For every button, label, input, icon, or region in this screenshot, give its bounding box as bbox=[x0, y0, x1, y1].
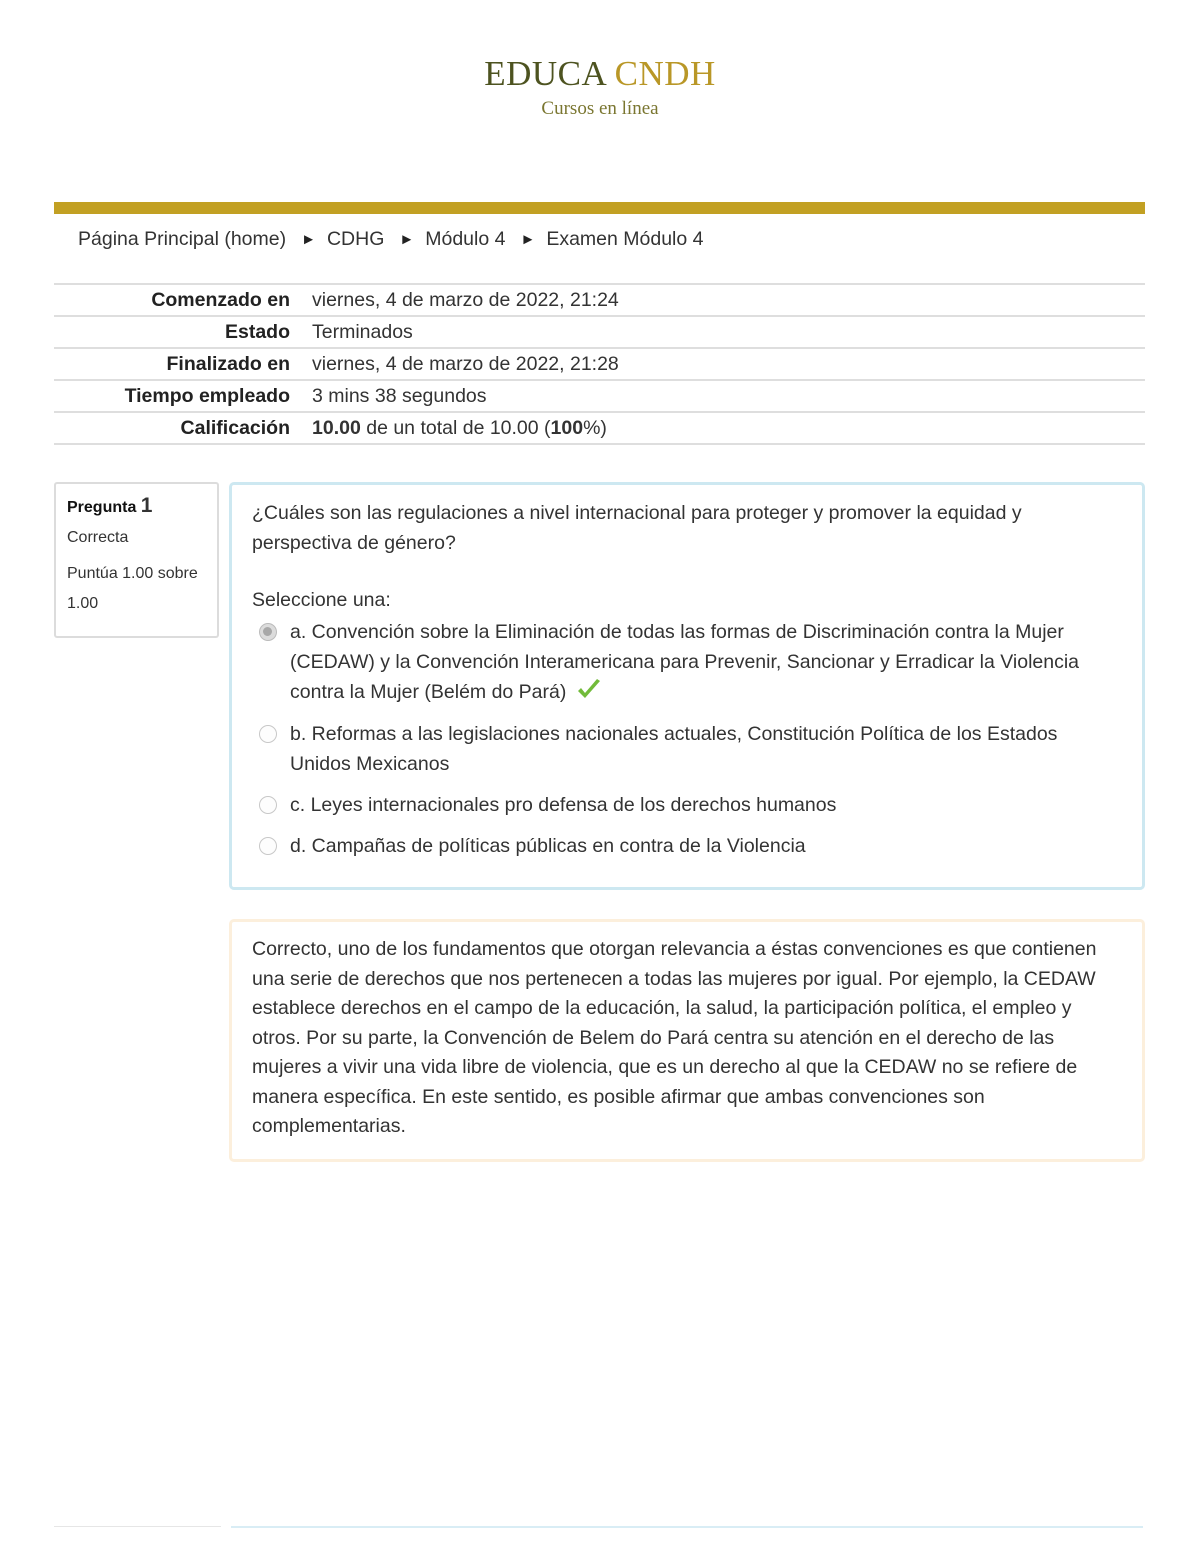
footer-divider bbox=[231, 1526, 1143, 1528]
site-tagline: Cursos en línea bbox=[541, 98, 659, 119]
question-number: 1 bbox=[140, 494, 153, 517]
breadcrumb-separator-icon: ► bbox=[301, 231, 316, 248]
question-heading bbox=[67, 494, 207, 518]
summary-row-grade bbox=[54, 412, 1145, 444]
summary-label: Calificación bbox=[54, 412, 300, 444]
answer-text: b. Reformas a las legislaciones nacionales actuales, Constitución Política de los Estados Unidos Mexicanos bbox=[290, 723, 1058, 775]
radio-icon[interactable] bbox=[259, 837, 277, 855]
header-accent-bar bbox=[54, 202, 1145, 214]
grade-percent-tail: %) bbox=[583, 416, 607, 439]
answer-option-c[interactable] bbox=[252, 790, 1122, 820]
feedback-text: Correcto, uno de los fundamentos que otorgan relevancia a éstas convenciones es que contienen una serie de derechos que nos pertenecen a todas las mujeres por igual. Por ejemplo, la CEDAW establece derechos en el campo de la educación, la salud, la participación política, el empleo y otros. Por su parte, la Convención de Belem do Pará centra su atención en el derecho de las mujeres a vivir una vida libre de violencia, que es un derecho al que la CEDAW no se refiere de manera específica. En este sentido, es posible afirmar que ambas convenciones son complementarias. bbox=[252, 938, 1097, 1137]
grade-percent: 100 bbox=[550, 416, 584, 439]
answer-text: a. Convención sobre la Eliminación de todas las formas de Discriminación contra la Mujer (CEDAW) y la Convención Interamericana para Prevenir, Sancionar y Erradicar la Violencia contra la Mujer (Belém do Pará) bbox=[290, 621, 1080, 703]
radio-icon[interactable] bbox=[259, 725, 277, 743]
attempt-summary-table bbox=[54, 283, 1145, 445]
breadcrumb-module-link[interactable]: Módulo 4 bbox=[425, 228, 506, 250]
footer-divider bbox=[54, 1526, 221, 1527]
answer-text: c. Leyes internacionales pro defensa de los derechos humanos bbox=[290, 794, 837, 816]
summary-grade-value bbox=[300, 412, 1145, 444]
breadcrumb-separator-icon: ► bbox=[520, 231, 536, 248]
breadcrumb-exam-link[interactable]: Examen Módulo 4 bbox=[546, 228, 704, 250]
check-icon bbox=[576, 678, 602, 702]
grade-score: 10.00 bbox=[312, 416, 361, 439]
summary-label: Comenzado en bbox=[54, 284, 300, 316]
breadcrumb-home-link[interactable]: Página Principal (home) bbox=[78, 228, 287, 250]
question-label: Pregunta bbox=[67, 499, 137, 516]
question-text: ¿Cuáles son las regulaciones a nivel internacional para proteger y promover la equidad y perspectiva de género? bbox=[252, 502, 1022, 554]
logo-word-educa: EDUCA bbox=[484, 54, 606, 93]
summary-row-time-taken bbox=[54, 380, 1145, 412]
summary-value: Terminados bbox=[300, 316, 1145, 348]
breadcrumb-separator-icon: ► bbox=[399, 231, 415, 248]
breadcrumb-course-link[interactable]: CDHG bbox=[326, 228, 385, 250]
answer-option-a[interactable] bbox=[252, 617, 1122, 707]
answer-option-d[interactable] bbox=[252, 831, 1122, 861]
summary-row-started bbox=[54, 284, 1145, 316]
question-grade: Puntúa 1.00 sobre 1.00 bbox=[67, 565, 198, 612]
summary-row-state bbox=[54, 316, 1145, 348]
question-content bbox=[229, 482, 1145, 890]
radio-icon[interactable] bbox=[259, 796, 277, 814]
logo-word-cndh: CNDH bbox=[614, 54, 716, 93]
summary-label: Finalizado en bbox=[54, 348, 300, 380]
site-logo[interactable] bbox=[0, 54, 1200, 94]
answer-prompt: Seleccione una: bbox=[252, 589, 391, 611]
summary-row-finished bbox=[54, 348, 1145, 380]
summary-value: viernes, 4 de marzo de 2022, 21:24 bbox=[300, 284, 1145, 316]
radio-selected-icon[interactable] bbox=[259, 623, 277, 641]
question-info-panel bbox=[54, 482, 219, 638]
summary-value: 3 mins 38 segundos bbox=[300, 380, 1145, 412]
site-header bbox=[0, 54, 1200, 120]
general-feedback bbox=[229, 919, 1145, 1162]
answer-text: d. Campañas de políticas públicas en contra de la Violencia bbox=[290, 835, 806, 857]
breadcrumb bbox=[78, 228, 704, 251]
summary-label: Estado bbox=[54, 316, 300, 348]
summary-label: Tiempo empleado bbox=[54, 380, 300, 412]
grade-total: de un total de 10.00 ( bbox=[360, 416, 551, 439]
answer-option-b[interactable] bbox=[252, 719, 1122, 779]
question-state: Correcta bbox=[67, 529, 129, 546]
summary-value: viernes, 4 de marzo de 2022, 21:28 bbox=[300, 348, 1145, 380]
